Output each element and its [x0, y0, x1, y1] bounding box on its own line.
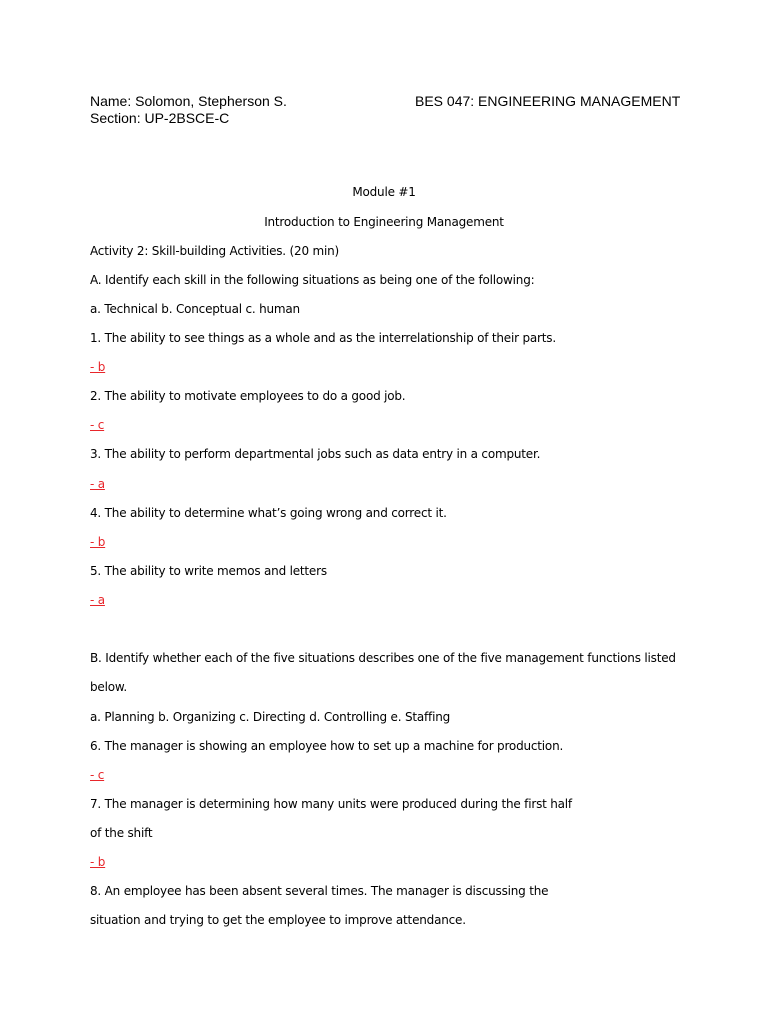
student-section: Section: UP-2BSCE-C [90, 110, 230, 126]
question-8-line-1: 8. An employee has been absent several times. The manager is discussing the [90, 884, 549, 898]
question-2: 2. The ability to motivate employees to do a good job. [90, 389, 406, 403]
answer-5: - a [90, 593, 105, 607]
question-5: 5. The ability to write memos and letters [90, 564, 327, 578]
part-b-instruction-line-1: B. Identify whether each of the five situations describes one of the five management functions listed [90, 651, 676, 665]
question-4: 4. The ability to determine what’s going wrong and correct it. [90, 506, 447, 520]
module-number: Module #1 [352, 185, 416, 199]
part-b-options: a. Planning b. Organizing c. Directing d. Controlling e. Staffing [90, 710, 451, 724]
activity-heading: Activity 2: Skill-building Activities. (20 min) [90, 244, 340, 258]
answer-6: - c [90, 768, 105, 782]
answer-3: - a [90, 477, 105, 491]
part-a-options: a. Technical b. Conceptual c. human [90, 302, 300, 316]
answer-2: - c [90, 418, 105, 432]
student-name: Name: Solomon, Stepherson S. [90, 93, 287, 109]
question-1: 1. The ability to see things as a whole and as the interrelationship of their parts. [90, 331, 556, 345]
question-8-line-2: situation and trying to get the employee to improve attendance. [90, 913, 466, 927]
answer-1: - b [90, 360, 106, 374]
part-b-instruction-line-2: below. [90, 680, 128, 694]
part-a-instruction: A. Identify each skill in the following situations as being one of the following: [90, 273, 535, 287]
module-title: Introduction to Engineering Management [264, 215, 504, 229]
answer-7: - b [90, 855, 106, 869]
question-6: 6. The manager is showing an employee how to set up a machine for production. [90, 739, 564, 753]
course-title: BES 047: ENGINEERING MANAGEMENT [415, 93, 681, 109]
question-7-line-1: 7. The manager is determining how many units were produced during the first half [90, 797, 572, 811]
answer-4: - b [90, 535, 106, 549]
question-3: 3. The ability to perform departmental jobs such as data entry in a computer. [90, 447, 541, 461]
question-7-line-2: of the shift [90, 826, 153, 840]
